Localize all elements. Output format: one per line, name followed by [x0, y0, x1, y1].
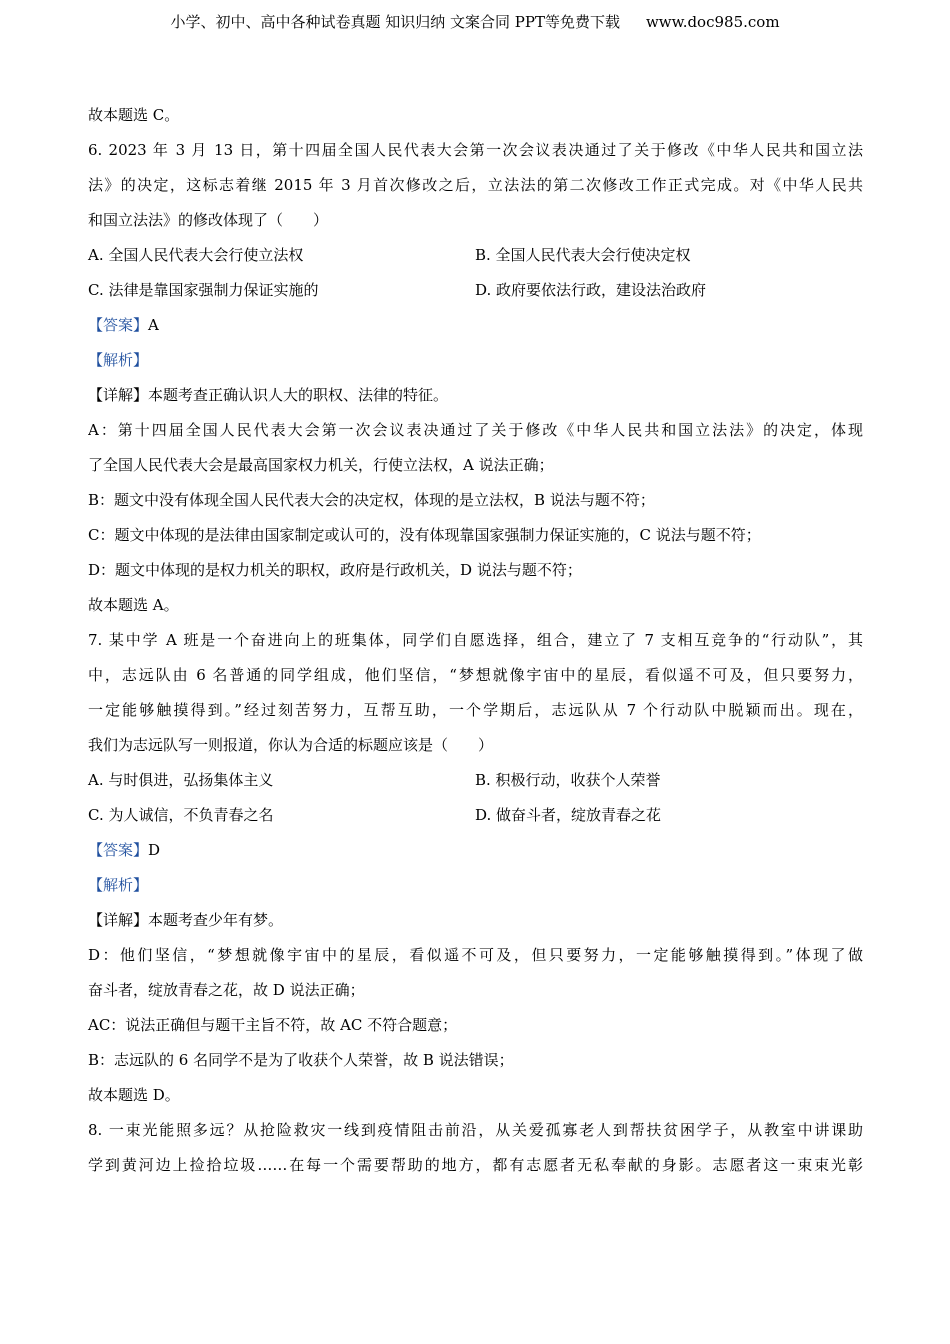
question-7	[88, 623, 863, 1113]
option-c: C. 法律是靠国家强制力保证实施的	[88, 281, 319, 299]
explanation-line: B：题文中没有体现全国人民代表大会的决定权，体现的是立法权，B 说法与题不符；	[88, 491, 655, 509]
answer-value: A	[148, 316, 159, 334]
analysis-line	[88, 343, 863, 378]
options-row	[88, 798, 863, 833]
option-a: A. 与时俱进，弘扬集体主义	[88, 771, 274, 789]
options-row	[88, 273, 863, 308]
question-stem-line: 和国立法法》的修改体现了（ ）	[88, 211, 329, 229]
option-b: B. 积极行动，收获个人荣誉	[475, 771, 661, 789]
analysis-line	[88, 868, 863, 903]
answer-value: D	[148, 841, 161, 859]
option-d: D. 政府要依法行政，建设法治政府	[475, 281, 707, 299]
option-b: B. 全国人民代表大会行使决定权	[475, 246, 691, 264]
question-stem-line: 中，志远队由 6 名普通的同学组成，他们坚信，“梦想就像宇宙中的星辰，看似遥不可及，但只要努力，	[88, 666, 863, 684]
previous-conclusion: 故本题选 C。	[88, 106, 180, 124]
detail-line	[88, 378, 863, 413]
question-6	[88, 133, 863, 623]
document-body	[88, 98, 863, 1183]
detail-tag: 【详解】	[88, 911, 149, 929]
conclusion-line: 故本题选 D。	[88, 1086, 180, 1104]
detail-text: 本题考查正确认识人大的职权、法律的特征。	[148, 386, 449, 404]
explanation-line: D：他们坚信，“梦想就像宇宙中的星辰，看似遥不可及，但只要努力，一定能够触摸得到。”体现了做	[88, 946, 863, 964]
explanation-line: 了全国人民代表大会是最高国家权力机关，行使立法权，A 说法正确；	[88, 456, 554, 474]
explanation-line: B：志远队的 6 名同学不是为了收获个人荣誉，故 B 说法错误；	[88, 1051, 514, 1069]
question-stem-line: 学到黄河边上捡拾垃圾……在每一个需要帮助的地方，都有志愿者无私奉献的身影。志愿者这一束束光彰	[88, 1156, 863, 1174]
analysis-tag: 【解析】	[88, 351, 149, 369]
analysis-tag: 【解析】	[88, 876, 149, 894]
question-stem-line: 8. 一束光能照多远？从抢险救灾一线到疫情阻击前沿，从关爱孤寡老人到帮扶贫困学子，从教室中讲课助	[88, 1121, 863, 1139]
header-site: www.doc985.com	[645, 13, 780, 31]
option-a: A. 全国人民代表大会行使立法权	[88, 246, 304, 264]
answer-line	[88, 308, 863, 343]
explanation-line: D：题文中体现的是权力机关的职权，政府是行政机关，D 说法与题不符；	[88, 561, 582, 579]
option-c: C. 为人诚信，不负青春之名	[88, 806, 274, 824]
header-text: 小学、初中、高中各种试卷真题 知识归纳 文案合同 PPT等免费下载	[170, 13, 620, 31]
explanation-line: A：第十四届全国人民代表大会第一次会议表决通过了关于修改《中华人民共和国立法法》的决定，体现	[88, 421, 863, 439]
answer-line	[88, 833, 863, 868]
option-d: D. 做奋斗者，绽放青春之花	[475, 806, 662, 824]
conclusion-line: 故本题选 A。	[88, 596, 179, 614]
answer-tag: 【答案】	[88, 316, 149, 334]
detail-tag: 【详解】	[88, 386, 149, 404]
options-row	[88, 238, 863, 273]
question-stem-line: 7. 某中学 A 班是一个奋进向上的班集体，同学们自愿选择，组合，建立了 7 支相互竞争的“行动队”，其	[88, 631, 863, 649]
answer-tag: 【答案】	[88, 841, 149, 859]
detail-line	[88, 903, 863, 938]
options-row	[88, 763, 863, 798]
question-stem-line: 我们为志远队写一则报道，你认为合适的标题应该是（ ）	[88, 736, 494, 754]
question-stem-line: 一定能够触摸得到。”经过刻苦努力，互帮互助，一个学期后，志远队从 7 个行动队中脱颖而出。现在，	[88, 701, 863, 719]
question-stem-line: 法》的决定，这标志着继 2015 年 3 月首次修改之后，立法法的第二次修改工作正式完成。对《中华人民共	[88, 176, 863, 194]
detail-text: 本题考查少年有梦。	[148, 911, 284, 929]
question-stem-line: 6. 2023 年 3 月 13 日，第十四届全国人民代表大会第一次会议表决通过了关于修改《中华人民共和国立法	[88, 141, 863, 159]
question-8	[88, 1113, 863, 1183]
explanation-line: AC：说法正确但与题干主旨不符，故 AC 不符合题意；	[88, 1016, 458, 1034]
page-header	[0, 12, 950, 32]
explanation-line: 奋斗者，绽放青春之花，故 D 说法正确；	[88, 981, 365, 999]
explanation-line: C：题文中体现的是法律由国家制定或认可的，没有体现靠国家强制力保证实施的，C 说法与题不符；	[88, 526, 761, 544]
